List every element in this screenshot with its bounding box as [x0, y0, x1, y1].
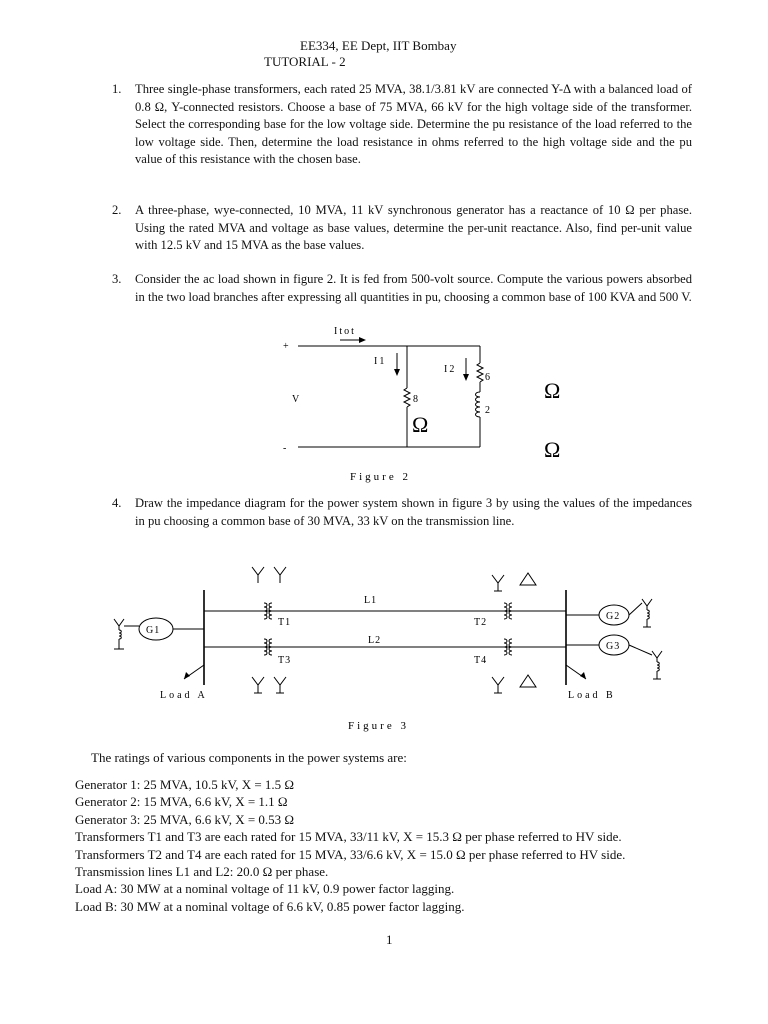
- question-1: [112, 81, 692, 169]
- resistor-6-label: 6: [485, 372, 490, 383]
- rating-transformers-t1-t3: Transformers T1 and T3 are each rated for 15 MVA, 33/11 kV, X = 15.3 Ω per phase referred to HV side.: [75, 829, 622, 845]
- load-b-label: Load B: [568, 690, 616, 701]
- load-a-label: Load A: [160, 690, 208, 701]
- ohm-symbol: Ω: [544, 378, 561, 403]
- rating-transmission-lines: Transmission lines L1 and L2: 20.0 Ω per phase.: [75, 864, 329, 880]
- course-header: EE334, EE Dept, IIT Bombay: [300, 38, 457, 53]
- question-text: Consider the ac load shown in figure 2. It is fed from 500-volt source. Compute the various powers absorbed in the two load branches after expressing all quantities in pu, choosing a common base of 100 KVA and 500 V.: [135, 272, 692, 304]
- page-number: 1: [386, 932, 393, 947]
- generator-1-label: G1: [146, 625, 161, 636]
- rating-generator-2: Generator 2: 15 MVA, 6.6 kV, X = 1.1 Ω: [75, 794, 288, 810]
- figure-3-caption: Figure 3: [348, 720, 409, 732]
- rating-load-a: Load A: 30 MW at a nominal voltage of 11 kV, 0.9 power factor lagging.: [75, 881, 455, 897]
- line-l2-label: L2: [368, 635, 382, 646]
- figure-2-caption: Figure 2: [350, 471, 411, 483]
- transformer-t2-label: T2: [474, 617, 488, 628]
- question-3: [112, 271, 692, 306]
- transformer-t3-label: T3: [278, 655, 292, 666]
- reactor-2-label: 2: [485, 405, 490, 416]
- current-1-label: I1: [374, 356, 387, 367]
- ratings-list: [75, 776, 735, 915]
- question-number: 4.: [112, 496, 122, 510]
- ratings-intro: The ratings of various components in the power systems are:: [91, 750, 407, 765]
- ohm-symbol: Ω: [544, 437, 561, 462]
- line-l1-label: L1: [364, 595, 378, 606]
- rating-generator-3: Generator 3: 25 MVA, 6.6 kV, X = 0.53 Ω: [75, 811, 295, 827]
- positive-terminal-label: +: [283, 341, 289, 352]
- question-number: 3.: [112, 272, 122, 286]
- transformer-t1-label: T1: [278, 617, 292, 628]
- resistor-8-label: 8: [413, 394, 418, 405]
- current-2-label: I2: [444, 364, 457, 375]
- question-text: Draw the impedance diagram for the power system shown in figure 3 by using the values of the impedances in pu choosing a common base of 30 MVA, 33 kV on the transmission line.: [135, 496, 692, 528]
- question-4: [112, 495, 692, 530]
- figure-2: [270, 318, 590, 488]
- question-text: Three single-phase transformers, each rated 25 MVA, 38.1/3.81 kV are connected Y-Δ with a balanced load of 0.8 Ω, Y-connected resistors. Choose a base of 75 MVA, 66 kV for the high voltage side of the transformer. Select the corresponding base for the low voltage side. Determine the pu resistance of the load referred to the low voltage side. Then, determine the load resistance in ohms referred to the high voltage side and the pu value of this resistance with the chosen base.: [135, 82, 692, 167]
- rating-transformers-t2-t4: Transformers T2 and T4 are each rated for 15 MVA, 33/6.6 kV, X = 15.0 Ω per phase referred to HV side.: [75, 846, 626, 862]
- tutorial-title: TUTORIAL - 2: [264, 54, 346, 69]
- transformer-t4-label: T4: [474, 655, 488, 666]
- generator-2-label: G2: [606, 611, 621, 622]
- question-number: 1.: [112, 82, 122, 96]
- question-2: [112, 202, 692, 255]
- ohm-symbol: Ω: [412, 412, 429, 437]
- total-current-label: Itot: [334, 326, 356, 337]
- rating-load-b: Load B: 30 MW at a nominal voltage of 6.6 kV, 0.85 power factor lagging.: [75, 898, 465, 914]
- voltage-label: V: [292, 394, 300, 405]
- question-text: A three-phase, wye-connected, 10 MVA, 11 kV synchronous generator has a reactance of 10 Ω per phase. Using the rated MVA and voltage as base values, determine the per-unit reactance. Also, find per-unit value with 12.5 kV and 15 MVA as the base values.: [135, 203, 692, 253]
- generator-3-label: G3: [606, 641, 621, 652]
- question-number: 2.: [112, 203, 122, 217]
- figure-3: [100, 555, 680, 740]
- negative-terminal-label: -: [283, 443, 287, 454]
- rating-generator-1: Generator 1: 25 MVA, 10.5 kV, X = 1.5 Ω: [75, 777, 295, 792]
